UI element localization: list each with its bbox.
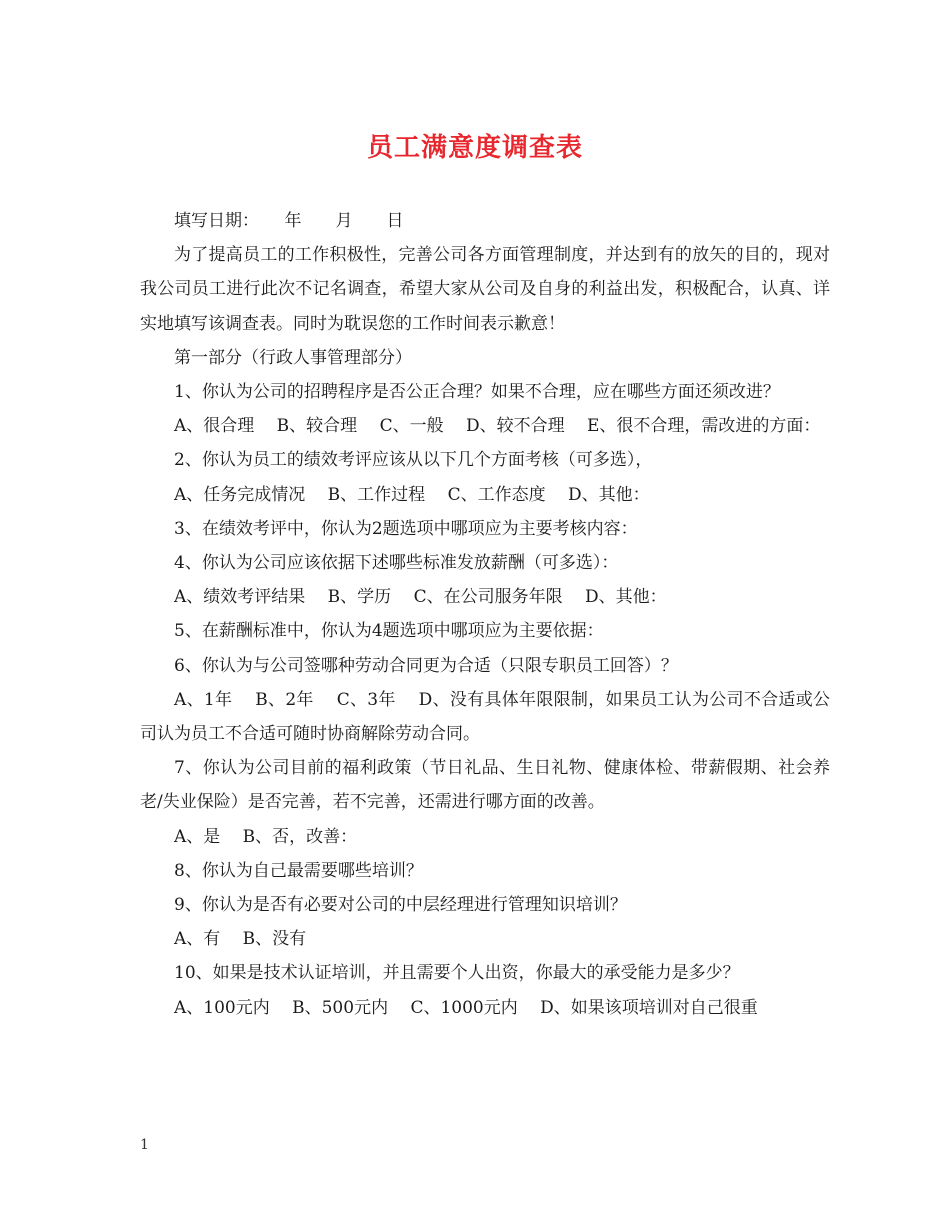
question-5: 5、在薪酬标准中，你认为4题选项中哪项应为主要依据： bbox=[174, 621, 604, 642]
question-4-options: A、绩效考评结果 B、学历 C、在公司服务年限 D、其他： bbox=[174, 587, 667, 608]
page-number: 1 bbox=[140, 1137, 149, 1153]
section-heading: 第一部分（行政人事管理部分） bbox=[174, 347, 412, 368]
question-2: 2、你认为员工的绩效考评应该从以下几个方面考核（可多选）， bbox=[174, 450, 653, 471]
intro-paragraph: 为了提高员工的工作积极性，完善公司各方面管理制度，并达到有的放矢的目的，现对我公司员工进行此次不记名调查，希望大家从公司及自身的利益出发，积极配合，认真、详实地填写该调查表。同时为耽误您的工作时间表示歉意！ bbox=[140, 245, 830, 334]
question-4: 4、你认为公司应该依据下述哪些标准发放薪酬（可多选）： bbox=[174, 553, 619, 574]
document-body bbox=[140, 204, 830, 1025]
fill-date-line: 填写日期： 年 月 日 bbox=[174, 211, 404, 231]
question-6: 6、你认为与公司签哪种劳动合同更为合适（只限专职员工回答）？ bbox=[174, 655, 678, 676]
question-1: 1、你认为公司的招聘程序是否公正合理？如果不合理，应在哪些方面还须改进？ bbox=[174, 382, 780, 403]
question-10-options: A、100元内 B、500元内 C、1000元内 D、如果该项培训对自己很重 bbox=[174, 997, 758, 1018]
question-8: 8、你认为自己最需要哪些培训？ bbox=[174, 860, 423, 881]
question-7-options: A、是 B、否，改善： bbox=[174, 826, 358, 847]
question-9: 9、你认为是否有必要对公司的中层经理进行管理知识培训？ bbox=[174, 895, 627, 916]
question-10: 10、如果是技术认证培训，并且需要个人出资，你最大的承受能力是多少？ bbox=[174, 963, 740, 984]
question-9-options: A、有 B、没有 bbox=[174, 929, 307, 950]
question-2-options: A、任务完成情况 B、工作过程 C、工作态度 D、其他： bbox=[174, 484, 650, 505]
question-6-options: A、1年 B、2年 C、3年 D、没有具体年限限制，如果员工认为公司不合适或公司认为员工不合适可随时协商解除劳动合同。 bbox=[140, 689, 830, 745]
document-title: 员工满意度调查表 bbox=[366, 133, 583, 163]
question-1-options: A、很合理 B、较合理 C、一般 D、较不合理 E、很不合理，需改进的方面： bbox=[174, 416, 821, 437]
question-7: 7、你认为公司目前的福利政策（节日礼品、生日礼物、健康体检、带薪假期、社会养老/失业保险）是否完善，若不完善，还需进行哪方面的改善。 bbox=[140, 758, 830, 813]
question-3: 3、在绩效考评中，你认为2题选项中哪项应为主要考核内容： bbox=[174, 518, 638, 539]
